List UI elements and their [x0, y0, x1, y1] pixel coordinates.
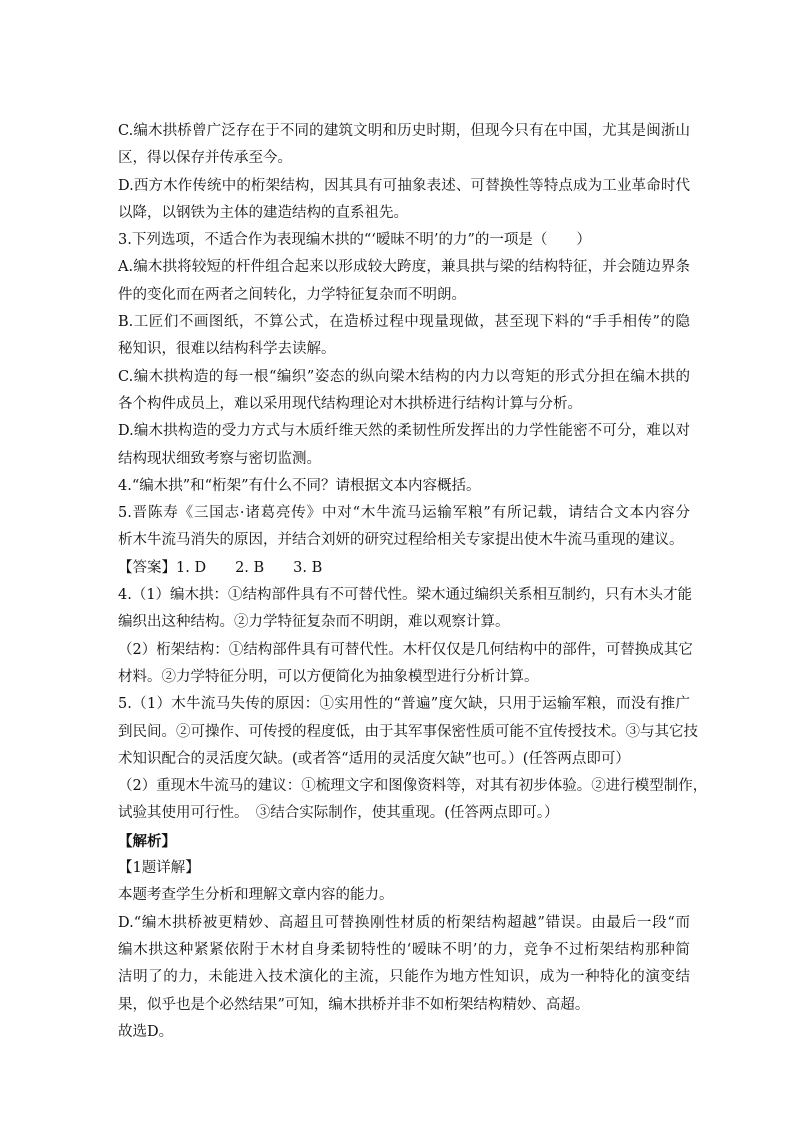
question-3-stem: 3.下列选项，不适合作为表现编木拱的“‘暧昧不明’的力”的一项是（ ）: [118, 232, 591, 249]
q1-conclusion: 故选D。: [118, 1023, 174, 1040]
question-5-stem-line-1: 5.晋陈寿《三国志·诸葛亮传》中对“木牛流马运输军粮”有所记载，请结合文本内容分: [118, 505, 690, 522]
answer-5-2-line-2: 试验其使用可行性。 ③结合实际制作，使其重现。(任答两点即可。）: [118, 805, 559, 822]
option-d-line-1: D.西方木作传统中的桁架结构，因其具有可抽象表述、可替换性等特点成为工业革命时代: [118, 177, 690, 194]
q3-option-c-line-2: 各个构件成员上，难以采用现代结构理论对木拱桥进行结构计算与分析。: [118, 395, 582, 412]
answer-4-2-line-2: 材料。②力学特征分明，可以方便简化为抽象模型进行分析计算。: [118, 668, 539, 685]
q3-option-d-line-1: D.编木拱构造的受力方式与木质纤维天然的柔韧性所发挥出的力学性能密不可分，难以对: [118, 423, 690, 440]
q1-detail-line-4: 果，似乎也是个必然结果”可知，编木拱桥并非不如桁架结构精妙、高超。: [118, 996, 590, 1013]
analysis-heading: 【解析】: [118, 832, 176, 850]
q3-option-b-line-2: 秘知识，很难以结构科学去读解。: [118, 341, 336, 358]
option-c-line-1: C.编木拱桥曾广泛存在于不同的建筑文明和历史时期，但现今只有在中国，尤其是闽浙山: [118, 123, 690, 139]
q1-detail-line-3: 洁明了的力，未能进入技术演化的主流，只能作为地方性知识，成为一种特化的演变结: [118, 969, 690, 986]
q3-option-d-line-2: 结构现状细致考察与密切监测。: [118, 450, 321, 467]
answer-4-1-line-1: 4.（1）编木拱：①结构部件具有不可替代性。梁木通过编织关系相互制约，只有木头才能: [118, 587, 693, 604]
answer-5-1-line-2: 到民间。②可操作、可传授的程度低，由于其军事保密性质可能不宜传授技术。③与其它技: [118, 723, 698, 740]
question-4-stem: 4.“编木拱”和“桁架”有什么不同？请根据文本内容概括。: [118, 477, 481, 494]
answer-5-2-line-1: （2）重现木牛流马的建议：①梳理文字和图像资料等，对其有初步体验。②进行模型制作，: [118, 778, 708, 795]
q1-detail-heading: 【1题详解】: [118, 860, 200, 877]
answer-4-2-line-1: （2）桁架结构：①结构部件具有可替代性。木杆仅仅是几何结构中的部件，可替换成其它: [118, 641, 693, 658]
document-body: [118, 118, 708, 1046]
q3-option-c-line-1: C.编木拱构造的每一根“编织”姿态的纵向梁木结构的内力以弯矩的形式分担在编木拱的: [118, 368, 690, 385]
option-c-line-2: 区，得以保存并传承至今。: [118, 150, 292, 167]
answer-4-1-line-2: 编织出这种结构。②力学特征复杂而不明朗，难以观察计算。: [118, 614, 510, 631]
q1-detail-intro: 本题考查学生分析和理解文章内容的能力。: [118, 887, 394, 904]
answer-5-1-line-3: 术知识配合的灵活度欠缺。(或者答“适用的灵活度欠缺”也可。）(任答两点即可）: [118, 750, 630, 767]
q3-option-a-line-1: A.编木拱将较短的杆件组合起来以形成较大跨度，兼具拱与梁的结构特征，并会随边界条: [118, 259, 690, 276]
question-5-stem-line-2: 析木牛流马消失的原因，并结合刘妍的研究过程给相关专家提出使木牛流马重现的建议。: [118, 532, 684, 549]
q3-option-b-line-1: B.工匠们不画图纸，不算公式，在造桥过程中现量现做，甚至现下料的“手手相传”的隐: [118, 314, 690, 331]
q1-detail-line-1: D.“编木拱桥被更精妙、高超且可替换刚性材质的桁架结构超越”错误。由最后一段“而: [118, 914, 690, 931]
answer-5-1-line-1: 5.（1）木牛流马失传的原因：①实用性的“普遍”度欠缺，只用于运输军粮，而没有推广: [118, 696, 690, 713]
answer-key: 【答案】1. D 2. B 3. B: [118, 559, 323, 576]
q3-option-a-line-2: 件的变化而在两者之间转化，力学特征复杂而不明朗。: [118, 286, 466, 303]
option-d-line-2: 以降，以钢铁为主体的建造结构的直系祖先。: [118, 204, 408, 221]
q1-detail-line-2: 编木拱这种紧紧依附于木材自身柔韧特性的‘暧昧不明’的力，竞争不过桁架结构那种简: [118, 941, 690, 958]
